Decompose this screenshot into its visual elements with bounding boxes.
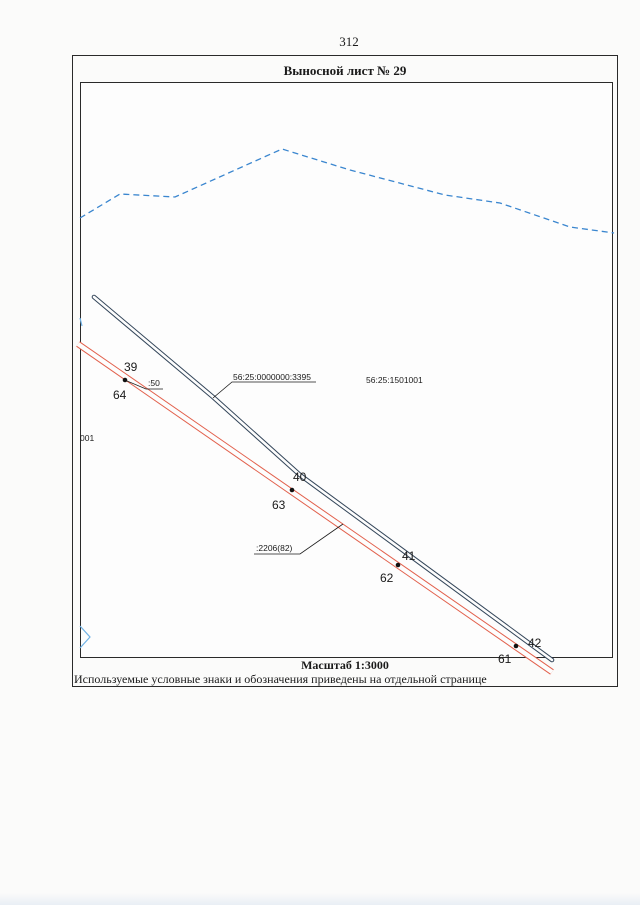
point-label-64: 64	[113, 388, 127, 402]
parcel-label-2206: :2206(82)	[256, 543, 293, 553]
point-label-63: 63	[272, 498, 286, 512]
legend-note: Используемые условные знаки и обозначения приведены на отдельной странице	[74, 672, 487, 686]
linear-object-outer	[94, 297, 552, 660]
page-number: 312	[339, 34, 359, 49]
red-boundary-gap	[78, 344, 552, 672]
point-marker-39-64	[123, 378, 128, 383]
left-quarter-fragment-label: 001	[80, 433, 95, 443]
parcel-label-50: :50	[148, 378, 160, 388]
linear-object-gap	[94, 297, 552, 660]
map-scale: Масштаб 1:3000	[301, 658, 389, 672]
point-marker-40-63	[290, 488, 295, 493]
point-marker-41-62	[396, 563, 401, 568]
point-label-41: 41	[402, 549, 416, 563]
leader-linear-object	[213, 382, 316, 398]
point-label-42: 42	[528, 636, 542, 650]
point-marker-42-61	[514, 644, 519, 649]
adjacent-boundary-tick	[80, 318, 82, 326]
sheet-title: Выносной лист № 29	[283, 63, 407, 78]
linear-object-cadastral-number: 56:25:0000000:3395	[233, 372, 311, 382]
point-label-39: 39	[124, 360, 138, 374]
dashed-zone-boundary	[80, 149, 614, 233]
scan-edge	[0, 893, 640, 905]
point-label-61: 61	[498, 652, 512, 666]
point-label-40: 40	[293, 470, 307, 484]
cadastral-quarter-label: 56:25:1501001	[366, 375, 423, 385]
adjacent-boundary-fragment	[80, 626, 90, 648]
point-label-62: 62	[380, 571, 394, 585]
